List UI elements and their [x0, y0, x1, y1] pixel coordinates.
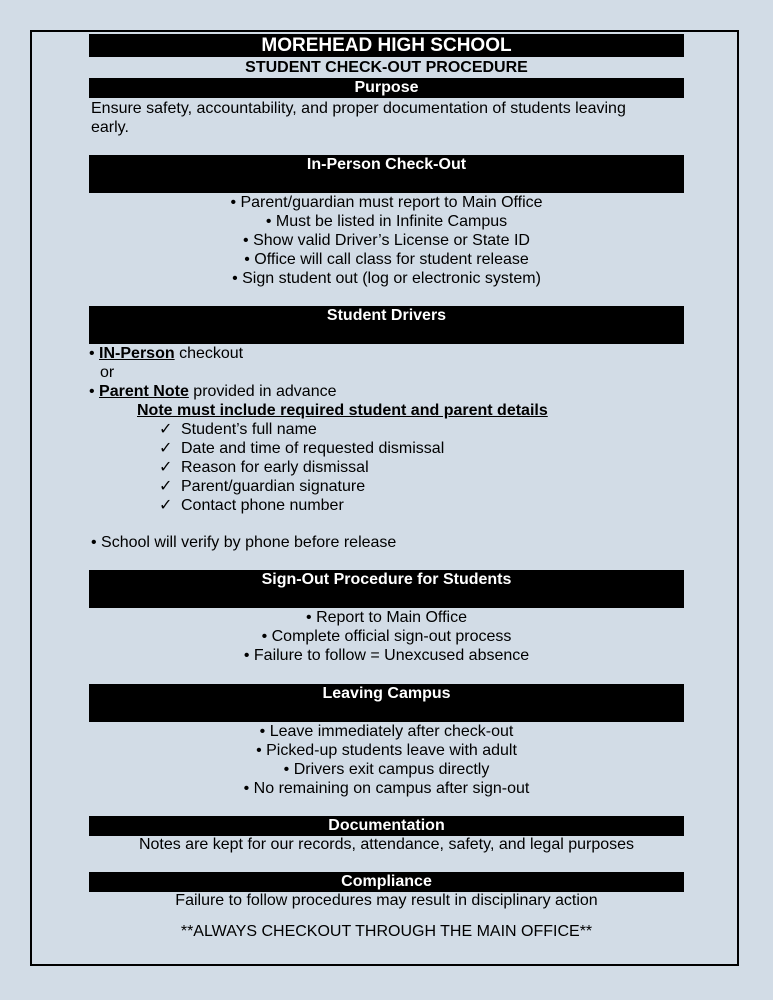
- sign-out-header: Sign-Out Procedure for Students: [89, 570, 684, 590]
- leaving-item: • Picked-up students leave with adult: [256, 742, 517, 759]
- leaving-campus-subbar: [89, 704, 684, 722]
- parent-note-option: • Parent Note provided in advance: [89, 383, 337, 400]
- checklist-item: ✓ Contact phone number: [159, 497, 344, 514]
- in-person-emphasis: IN-Person: [99, 345, 175, 362]
- sign-out-item: • Complete official sign-out process: [261, 628, 512, 645]
- documentation-text: Notes are kept for our records, attendance, safety, and legal purposes: [138, 836, 635, 853]
- compliance-text: Failure to follow procedures may result in disciplinary action: [175, 892, 598, 909]
- document-title: STUDENT CHECK-OUT PROCEDURE: [245, 59, 528, 76]
- compliance-header: Compliance: [89, 872, 684, 892]
- checklist-item: ✓ Reason for early dismissal: [159, 459, 369, 476]
- purpose-header: Purpose: [89, 78, 684, 98]
- leaving-item: • Leave immediately after check-out: [259, 723, 514, 740]
- in-person-subbar: [89, 175, 684, 193]
- phone-verify-text: • School will verify by phone before release: [91, 534, 397, 551]
- sign-out-item: • Report to Main Office: [306, 609, 467, 626]
- in-person-checkout-option: • IN-Person checkout: [89, 345, 244, 362]
- leaving-item: • Drivers exit campus directly: [283, 761, 490, 778]
- check-icon: ✓: [159, 459, 173, 476]
- leaving-item: • No remaining on campus after sign-out: [243, 780, 530, 797]
- or-text: or: [100, 364, 115, 381]
- footer-reminder: **ALWAYS CHECKOUT THROUGH THE MAIN OFFICE**: [180, 923, 593, 940]
- checklist-item: ✓ Date and time of requested dismissal: [159, 440, 445, 457]
- check-icon: ✓: [159, 421, 173, 438]
- in-person-item: • Parent/guardian must report to Main Office: [230, 194, 543, 211]
- in-person-item: • Must be listed in Infinite Campus: [265, 213, 508, 230]
- in-person-item: • Show valid Driver’s License or State ID: [243, 232, 530, 249]
- leaving-campus-header: Leaving Campus: [89, 684, 684, 704]
- in-person-item: • Office will call class for student release: [244, 251, 529, 268]
- school-title: MOREHEAD HIGH SCHOOL: [89, 34, 684, 57]
- parent-note-emphasis: Parent Note: [99, 383, 189, 400]
- student-drivers-subbar: [89, 326, 684, 344]
- check-icon: ✓: [159, 497, 173, 514]
- purpose-text-line1: Ensure safety, accountability, and proper documentation of students leaving: [91, 100, 626, 117]
- checklist-item: ✓ Parent/guardian signature: [159, 478, 366, 495]
- sign-out-subbar: [89, 590, 684, 608]
- documentation-header: Documentation: [89, 816, 684, 836]
- check-icon: ✓: [159, 440, 173, 457]
- sign-out-item: • Failure to follow = Unexcused absence: [243, 647, 530, 664]
- note-requirements-heading: Note must include required student and parent details: [137, 402, 548, 419]
- student-drivers-header: Student Drivers: [89, 306, 684, 326]
- check-icon: ✓: [159, 478, 173, 495]
- purpose-text-line2: early.: [91, 119, 129, 136]
- checklist-item: ✓ Student’s full name: [159, 421, 317, 438]
- in-person-header: In-Person Check-Out: [89, 155, 684, 175]
- in-person-item: • Sign student out (log or electronic system): [232, 270, 541, 287]
